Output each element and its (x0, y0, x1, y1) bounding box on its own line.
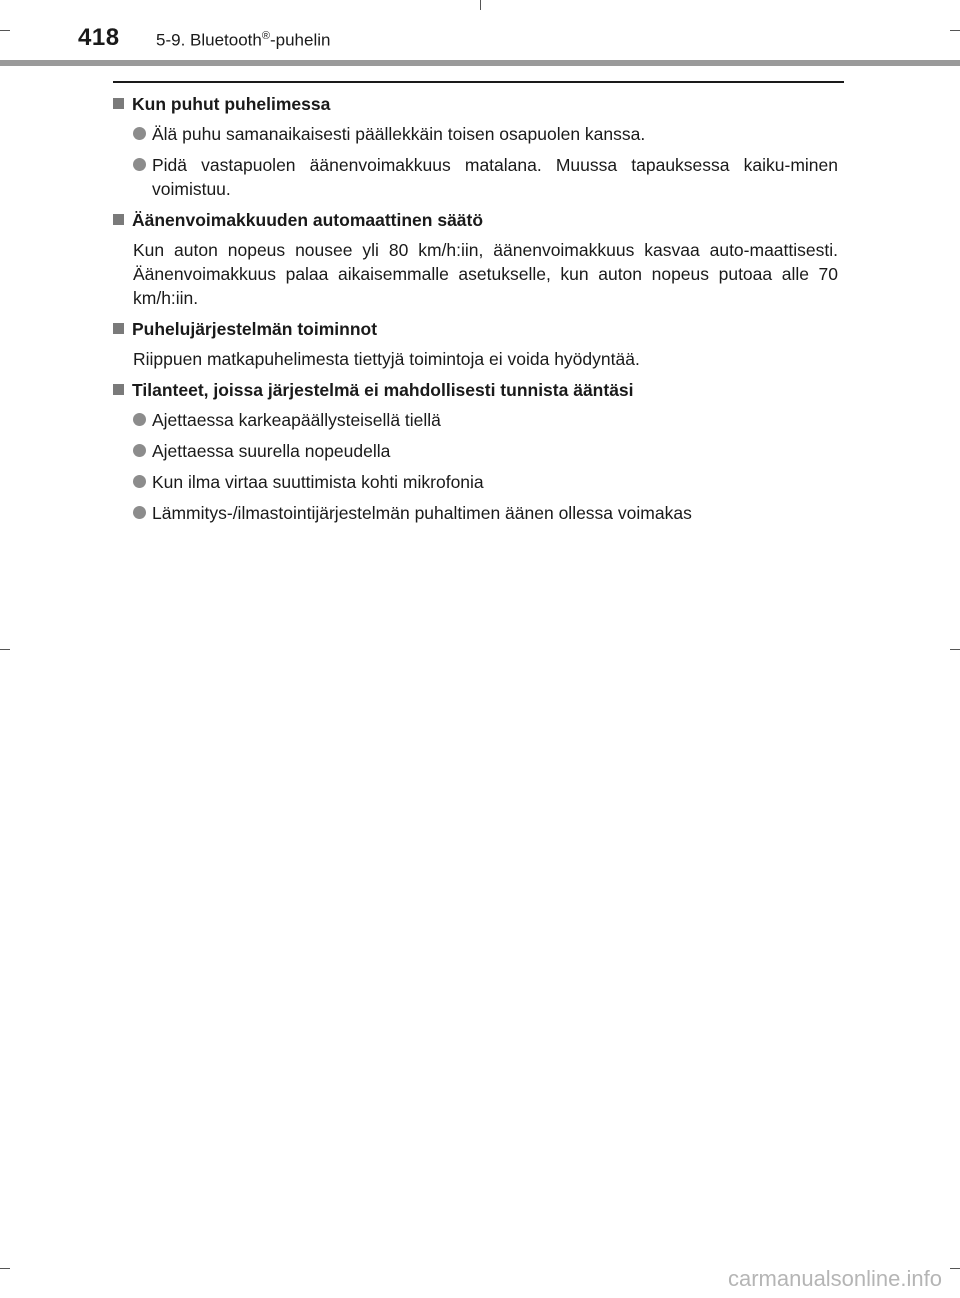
crop-mark (0, 649, 10, 650)
chapter-title (156, 30, 330, 51)
list-item-text: Ajettaessa suurella nopeudella (152, 441, 391, 461)
list-item-text: Kun ilma virtaa suuttimista kohti mikrofonia (152, 472, 484, 492)
section-heading-text: Äänenvoimakkuuden automaattinen säätö (132, 210, 484, 230)
list-item (113, 408, 838, 432)
square-bullet-icon (113, 214, 124, 225)
section-paragraph: Riippuen matkapuhelimesta tiettyjä toimintoja ei voida hyödyntää. (133, 349, 640, 369)
square-bullet-icon (113, 323, 124, 334)
crop-mark (480, 0, 481, 10)
list-item (113, 439, 838, 463)
section-voice-recognition (113, 378, 838, 525)
section-during-call (113, 92, 838, 201)
section-heading (113, 92, 838, 116)
list-item (113, 470, 838, 494)
square-bullet-icon (113, 98, 124, 109)
crop-mark (0, 1268, 10, 1269)
page-content (113, 92, 838, 532)
crop-mark (950, 649, 960, 650)
crop-mark (950, 30, 960, 31)
round-bullet-icon (133, 506, 146, 519)
registered-mark: ® (261, 30, 270, 42)
section-heading-text: Tilanteet, joissa järjestelmä ei mahdollisesti tunnista ääntäsi (132, 380, 634, 400)
square-bullet-icon (113, 384, 124, 395)
list-item-text: Lämmitys-/ilmastointijärjestelmän puhaltimen äänen ollessa voimakas (152, 503, 692, 523)
round-bullet-icon (133, 413, 146, 426)
chapter-title-suffix: -puhelin (269, 30, 331, 50)
section-heading-text: Kun puhut puhelimessa (132, 94, 331, 114)
section-paragraph: Kun auton nopeus nousee yli 80 km/h:iin, äänenvoimakkuus kasvaa auto-maattisesti. Äänenvoimakkuus palaa aikaisemmalle asetukselle, kun auton nopeus putoaa alle 70 km/h:iin. (133, 240, 838, 308)
section-auto-volume (113, 208, 838, 310)
list-item-text: Älä puhu samanaikaisesti päällekkäin toisen osapuolen kanssa. (152, 124, 646, 144)
round-bullet-icon (133, 127, 146, 140)
section-call-functions (113, 317, 838, 371)
section-heading (113, 378, 838, 402)
chapter-title-prefix: 5-9. Bluetooth (156, 30, 262, 50)
list-item (113, 153, 838, 201)
list-item-text: Ajettaessa karkeapäällysteisellä tiellä (152, 410, 441, 430)
section-heading (113, 208, 838, 232)
list-item (113, 122, 838, 146)
round-bullet-icon (133, 475, 146, 488)
page-number: 418 (78, 24, 120, 51)
watermark: carmanualsonline.info (727, 1266, 942, 1291)
section-rule (113, 81, 844, 83)
section-heading (113, 317, 838, 341)
section-heading-text: Puhelujärjestelmän toiminnot (132, 319, 378, 339)
list-item (113, 501, 838, 525)
header-bar (0, 60, 960, 66)
list-item-text: Pidä vastapuolen äänenvoimakkuus matalana. Muussa tapauksessa kaiku-minen voimistuu. (152, 155, 838, 199)
crop-mark (0, 30, 10, 31)
crop-mark (950, 1268, 960, 1269)
round-bullet-icon (133, 158, 146, 171)
round-bullet-icon (133, 444, 146, 457)
